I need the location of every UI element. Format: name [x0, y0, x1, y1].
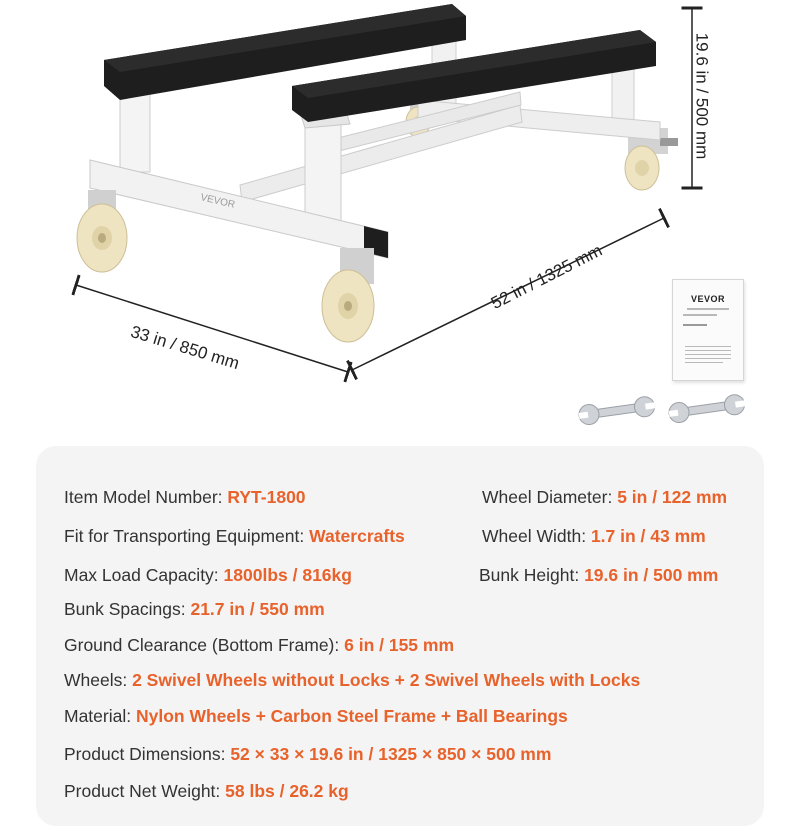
spec-ground-clearance: Ground Clearance (Bottom Frame): 6 in / 155 mm: [64, 635, 455, 655]
spec-max-load-capacity: Max Load Capacity: 1800lbs / 816kg: [64, 565, 352, 585]
spec-wheel-width: Wheel Width: 1.7 in / 43 mm: [482, 526, 706, 546]
wrench-icon: [578, 395, 657, 426]
spec-item-model-number: Item Model Number: RYT-1800: [64, 487, 306, 507]
spec-product-dimensions: Product Dimensions: 52 × 33 × 19.6 in / 1325 × 850 × 500 mm: [64, 744, 552, 764]
wrench-icon: [668, 393, 747, 424]
length-dimension-label: 52 in / 1325 mm: [488, 240, 606, 313]
front-frame-beam: [90, 160, 388, 258]
spec-product-net-weight: Product Net Weight: 58 lbs / 26.2 kg: [64, 781, 349, 801]
width-dimension-label: 33 in / 850 mm: [128, 322, 242, 374]
svg-text:VEVOR: VEVOR: [199, 192, 236, 211]
user-manual: [672, 279, 744, 381]
spec-bunk-spacings: Bunk Spacings: 21.7 in / 550 mm: [64, 599, 325, 619]
front-left-wheel: [77, 190, 127, 272]
height-dimension-label: 19.6 in / 500 mm: [692, 32, 712, 160]
spec-bunk-height: Bunk Height: 19.6 in / 500 mm: [479, 565, 719, 585]
spec-material: Material: Nylon Wheels + Carbon Steel Frame + Ball Bearings: [64, 706, 568, 726]
cross-beam-bottom: [240, 105, 522, 202]
manual-brand: VEVOR: [690, 294, 725, 304]
spec-wheels: Wheels: 2 Swivel Wheels without Locks + 2 Swivel Wheels with Locks: [64, 670, 641, 690]
front-right-wheel: [322, 248, 374, 342]
spec-fit-for-transporting: Fit for Transporting Equipment: Watercrafts: [64, 526, 405, 546]
spec-wheel-diameter: Wheel Diameter: 5 in / 122 mm: [482, 487, 728, 507]
front-right-post: [305, 118, 341, 228]
